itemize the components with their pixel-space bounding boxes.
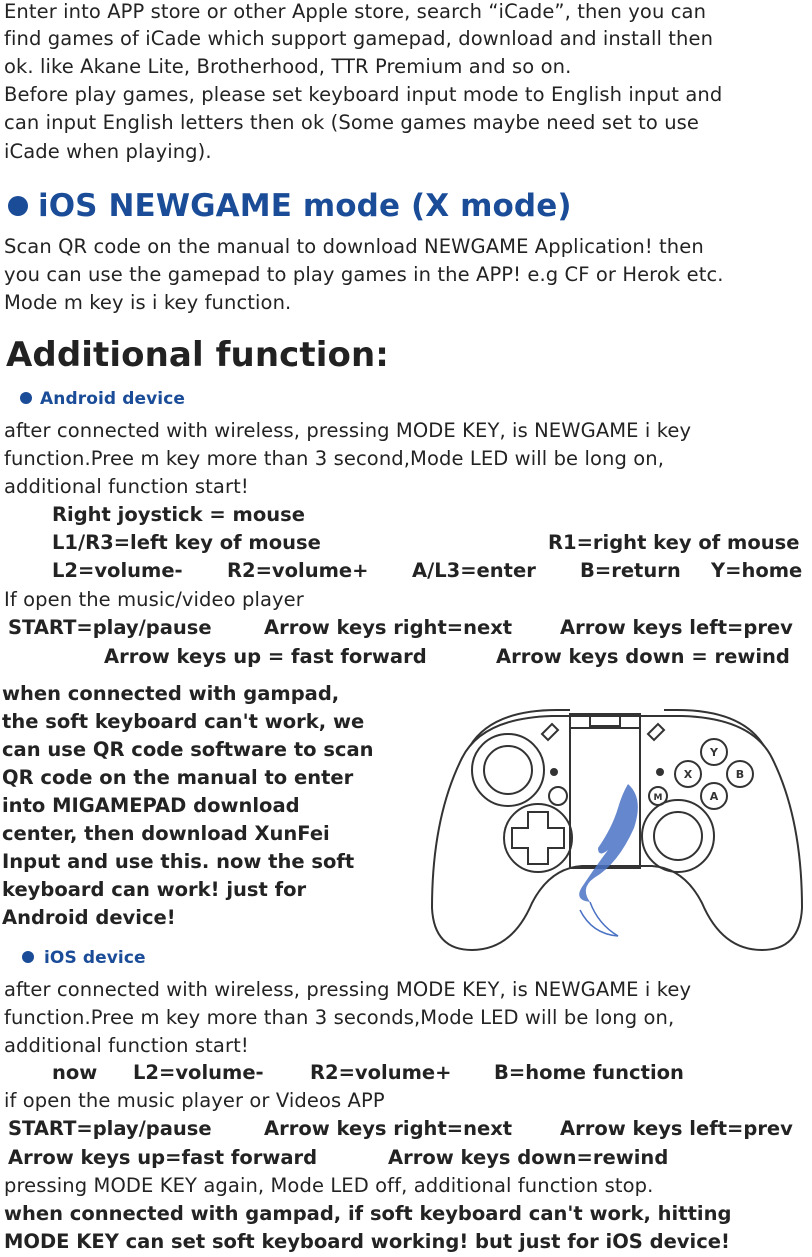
android-music-start: START=play/pause — [8, 616, 212, 639]
mapping-r2: R2=volume+ — [227, 559, 369, 582]
ios-music-intro: if open the music player or Videos APP — [4, 1089, 385, 1112]
mapping-y: Y=home — [711, 559, 803, 582]
ios-newgame-heading — [8, 186, 572, 226]
ios-mapping-l2: L2=volume- — [133, 1061, 264, 1084]
android-note-line: into MIGAMEPAD download — [2, 794, 300, 817]
button-x-label: X — [683, 768, 693, 781]
ios-note-line: MODE KEY can set soft keyboard working! but just for iOS device! — [4, 1230, 730, 1253]
mode-button-label: M — [653, 793, 663, 803]
right-trigger-icon — [648, 724, 664, 740]
android-line: additional function start! — [4, 475, 249, 498]
intro-line: ok. like Akane Lite, Brotherhood, TTR Premium and so on. — [4, 55, 572, 78]
ios-music-up: Arrow keys up=fast forward — [8, 1146, 318, 1169]
bullet-icon — [8, 196, 28, 216]
intro-line: Before play games, please set keyboard input mode to English input and — [4, 83, 723, 106]
left-joystick — [472, 734, 544, 806]
ios-music-start: START=play/pause — [8, 1117, 212, 1140]
button-y-label: Y — [710, 746, 718, 759]
dpad-ring — [504, 804, 572, 872]
android-music-intro: If open the music/video player — [4, 588, 304, 611]
ios-newgame-line: you can use the gamepad to play games in the APP! e.g CF or Herok etc. — [4, 263, 724, 286]
power-button — [549, 787, 567, 805]
android-music-down: Arrow keys down = rewind — [496, 645, 790, 668]
ios-stop-line: pressing MODE KEY again, Mode LED off, additional function stop. — [4, 1174, 654, 1197]
dpad — [512, 812, 564, 864]
ios-line: after connected with wireless, pressing MODE KEY, is NEWGAME i key — [4, 978, 692, 1001]
android-line: function.Pree m key more than 3 second,Mode LED will be long on, — [4, 447, 665, 470]
ios-mapping-r2: R2=volume+ — [310, 1061, 452, 1084]
android-note-line: QR code on the manual to enter — [2, 766, 354, 789]
intro-line: find games of iCade which support gamepad, download and install then — [4, 27, 714, 50]
button-b-label: B — [735, 768, 745, 781]
right-joystick — [642, 800, 714, 872]
android-heading — [20, 387, 185, 411]
ios-music-right: Arrow keys right=next — [264, 1117, 513, 1140]
ios-device-heading-text: iOS device — [44, 948, 146, 968]
ios-newgame-line: Scan QR code on the manual to download NEWGAME Application! then — [4, 235, 704, 258]
android-note-line: Input and use this. now the soft — [2, 850, 355, 873]
led-left — [551, 769, 557, 775]
android-line: after connected with wireless, pressing MODE KEY, is NEWGAME i key — [4, 419, 692, 442]
android-music-left: Arrow keys left=prev — [560, 616, 793, 639]
mapping-l2: L2=volume- — [52, 559, 183, 582]
mapping-a-l3: A/L3=enter — [412, 559, 536, 582]
ios-line: additional function start! — [4, 1034, 249, 1057]
ios-device-heading — [22, 946, 146, 970]
gamepad-illustration — [422, 688, 812, 956]
mapping-b: B=return — [580, 559, 681, 582]
intro-line: iCade when playing). — [4, 140, 212, 163]
android-note-line: Android device! — [2, 906, 176, 929]
blue-scribble — [579, 784, 638, 902]
ios-newgame-heading-text: iOS NEWGAME mode (X mode) — [38, 188, 572, 224]
additional-function-heading: Additional function: — [6, 335, 389, 375]
android-note-line: keyboard can work! just for — [2, 878, 307, 901]
ios-mapping-now: now — [52, 1061, 98, 1084]
ios-music-down: Arrow keys down=rewind — [388, 1146, 669, 1169]
ios-newgame-line: Mode m key is i key function. — [4, 291, 292, 314]
android-music-right: Arrow keys right=next — [264, 616, 513, 639]
intro-line: Enter into APP store or other Apple store, search “iCade”, then you can — [4, 0, 707, 23]
button-a-label: A — [709, 790, 719, 803]
bullet-icon — [20, 392, 32, 404]
led-right — [657, 769, 663, 775]
ios-line: function.Pree m key more than 3 seconds,Mode LED will be long on, — [4, 1006, 675, 1029]
android-note-line: center, then download XunFei — [2, 822, 330, 845]
ios-music-left: Arrow keys left=prev — [560, 1117, 793, 1140]
bullet-icon — [22, 951, 34, 963]
intro-line: can input English letters then ok (Some games maybe need set to use — [4, 111, 700, 134]
android-music-up: Arrow keys up = fast forward — [104, 645, 427, 668]
mapping-r1: R1=right key of mouse — [548, 531, 800, 554]
mapping-right-joystick: Right joystick = mouse — [52, 503, 305, 526]
android-heading-text: Android device — [40, 389, 186, 409]
android-note-line: when connected with gampad, — [2, 682, 340, 705]
left-trigger-icon — [542, 724, 558, 740]
mapping-l1-r3: L1/R3=left key of mouse — [52, 531, 321, 554]
android-note-line: the soft keyboard can't work, we — [2, 710, 365, 733]
android-note-line: can use QR code software to scan — [2, 738, 374, 761]
ios-note-line: when connected with gampad, if soft keyboard can't work, hitting — [4, 1202, 732, 1225]
ios-mapping-b: B=home function — [494, 1061, 684, 1084]
